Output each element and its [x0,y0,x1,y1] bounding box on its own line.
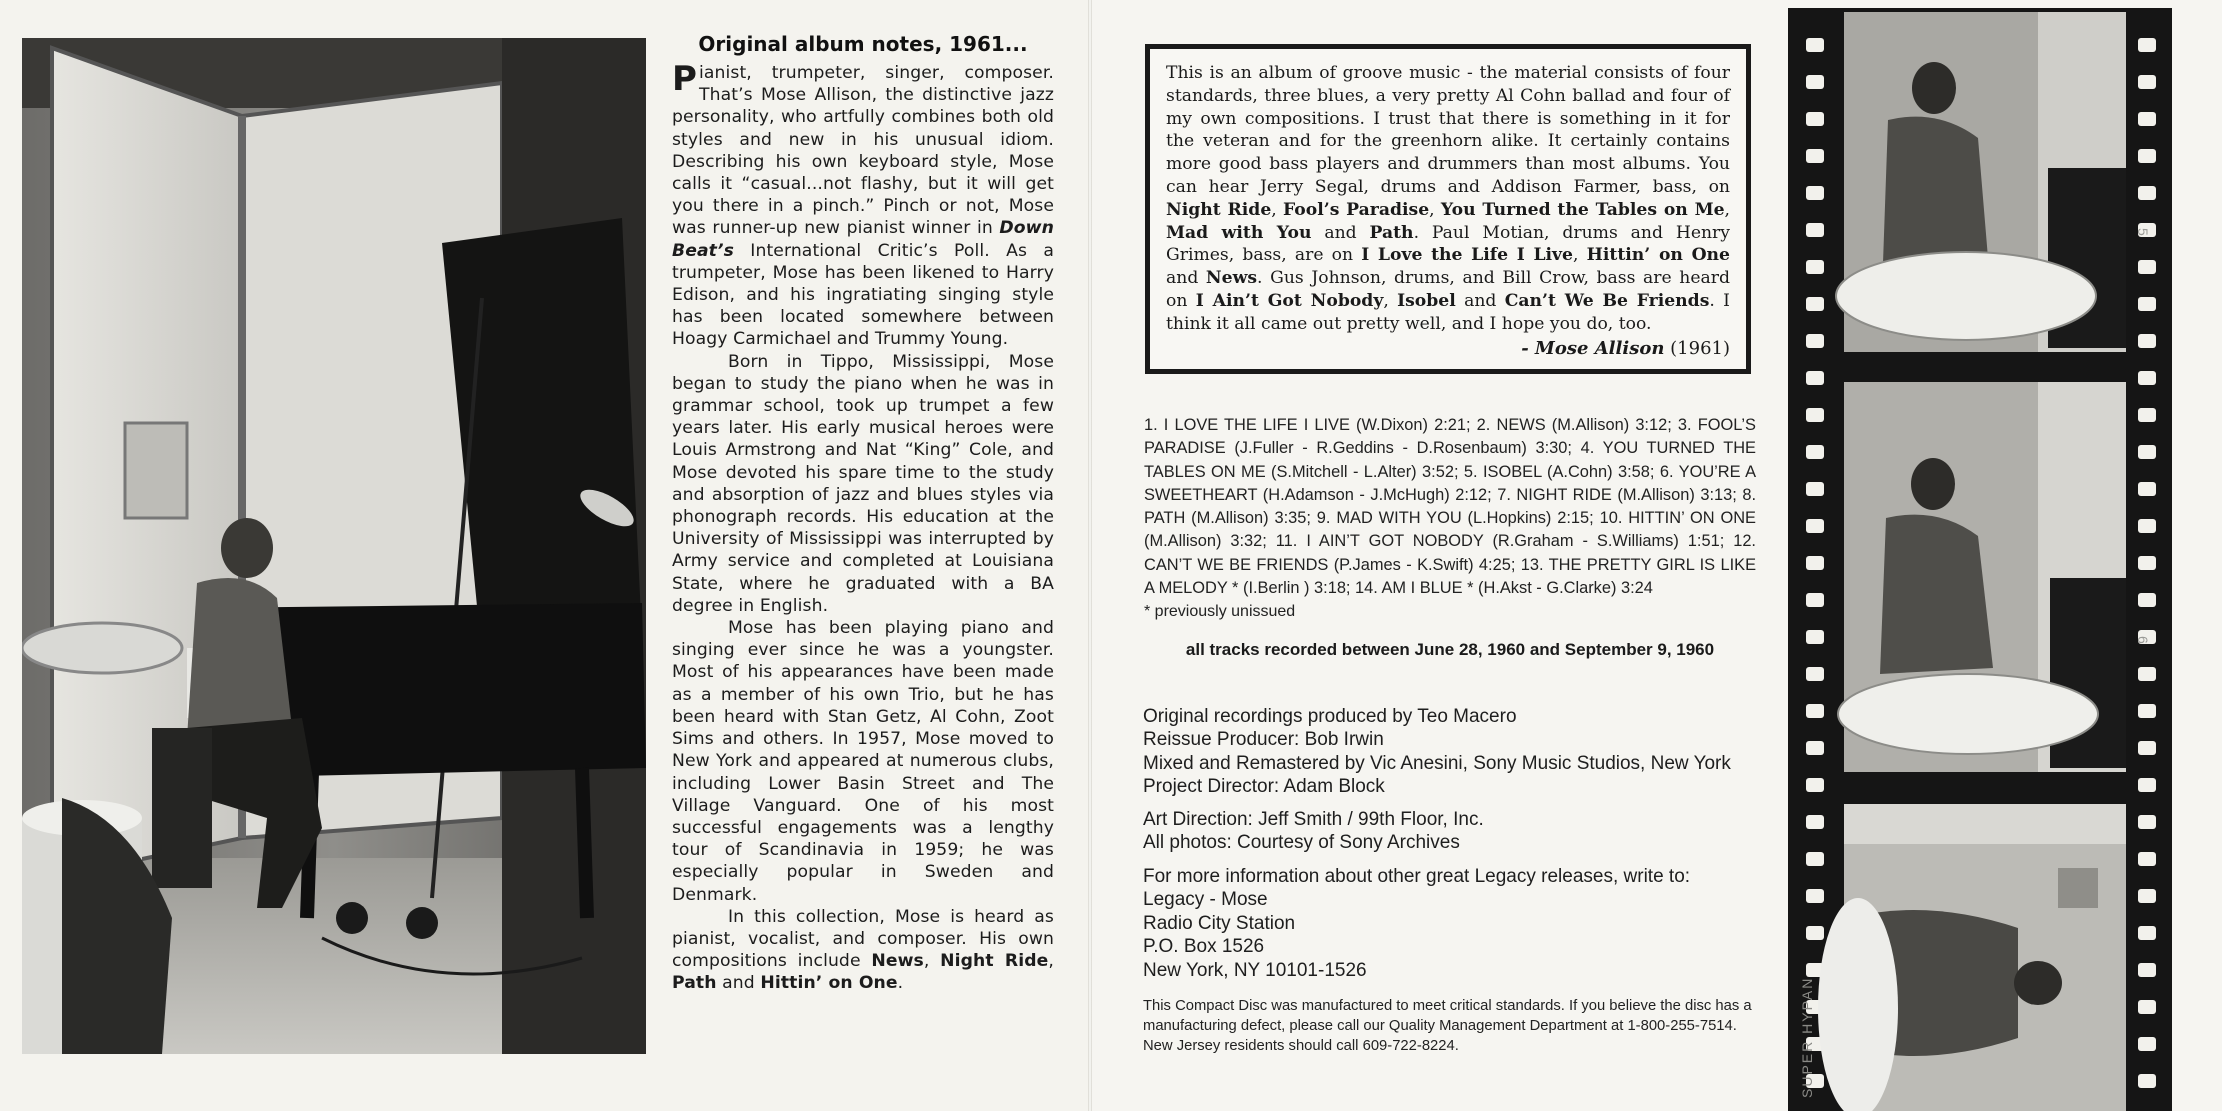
song-title: You Turned the Tables on Me [1440,199,1725,220]
sprocket-hole [1806,778,1824,792]
credit-line: Original recordings produced by Teo Macero [1143,706,1517,727]
artist-quote-box [1145,44,1751,374]
sprocket-hole [1806,112,1824,126]
credit-line: Reissue Producer: Bob Irwin [1143,729,1384,751]
song-title: News [1205,268,1258,289]
sprocket-hole [1806,852,1824,866]
credit-line: Mixed and Remastered by Vic Anesini, Sony Music Studios, New York [1143,752,1731,774]
sprocket-hole [2138,38,2156,52]
sprocket-hole [2138,778,2156,792]
sprocket-hole [1806,741,1824,755]
quote-text: , [1572,245,1587,266]
page-fold [1088,0,1092,1111]
artist-quote [1166,62,1730,336]
notes-text: . [897,973,904,994]
quote-text: . Paul Motian, drums and Henry Grimes, bass, are on [1166,222,1730,266]
sprocket-hole [2138,1074,2156,1088]
address-line: For more information about other great Legacy releases, write to: [1143,866,1691,887]
sprocket-hole [1806,704,1824,718]
song-title: Night Ride [1166,199,1272,220]
drop-cap: P [672,59,698,99]
song-title: Fool’s Paradise [1283,199,1430,220]
song-title: I Ain’t Got Nobody [1195,290,1384,311]
notes-text: In this collection, Mose is heard as pianist, vocalist, and composer. His own compositions include [672,906,1054,972]
song-title: Hittin’ on One [760,973,898,994]
studio-photo [22,38,646,1054]
sprocket-hole [2138,704,2156,718]
film-edge-text: SUPER HYPAN [1799,976,1815,1098]
sprocket-hole [2138,112,2156,126]
song-title: Mad with You [1166,222,1312,243]
song-title: Can’t We Be Friends [1504,290,1710,311]
sprocket-hole [2138,519,2156,533]
credit-line: Art Direction: Jeff Smith / 99th Floor, Inc. [1143,809,1484,830]
sprocket-hole [2138,482,2156,496]
sprocket-hole [2138,1000,2156,1014]
sprocket-hole [1806,408,1824,422]
sprocket-hole [1806,630,1824,644]
sprocket-hole [2138,1037,2156,1051]
sprocket-hole [2138,149,2156,163]
art-credits [1143,808,1484,855]
sprocket-hole [1806,38,1824,52]
film-frame-3 [1818,804,2126,1111]
filmstrip-illustration [1788,8,2172,1111]
sprocket-hole [1806,260,1824,274]
signature-year: (1961) [1664,337,1730,359]
quote-text: , [1429,199,1441,220]
notes-paragraph-2: Born in Tippo, Mississippi, Mose began to study the piano when he was in grammar school, took up trumpet a few years later. His early musical heroes were Louis Armstrong and Nat “King” Cole, and Mose devoted his spare time to the study and absorption of jazz and blues styles via phonograph records. His education at the University of Mississippi was interrupted by Army service and completed at Louisiana State, where he graduated with a BA degree in English. [672,351,1054,616]
credit-line: All photos: Courtesy of Sony Archives [1143,832,1460,854]
song-title: Night Ride [940,951,1049,972]
sprocket-hole [1806,889,1824,903]
album-notes [672,32,1054,995]
song-title: Path [1369,222,1414,243]
sprocket-hole [1806,482,1824,496]
disclaimer: This Compact Disc was manufactured to meet critical standards. If you believe the disc has a manufacturing defect, please call our Quality Management Department at 1-800-255-7514. New Jersey residents should call 609-722-8224. [1143,998,1752,1054]
sprocket-hole [2138,815,2156,829]
sprocket-hole [1806,445,1824,459]
sprocket-hole [2138,963,2156,977]
sprocket-hole [2138,593,2156,607]
sprocket-hole [2138,334,2156,348]
studio-photo-illustration [22,38,646,1054]
song-title: News [871,951,924,972]
quote-text: and [1166,268,1206,289]
sprocket-hole [1806,371,1824,385]
notes-text: , [1048,951,1054,972]
quote-text: . Gus Johnson, drums, and Bill Crow, bass are heard on [1166,268,1730,311]
sprocket-holes-right [2138,38,2156,1088]
sprocket-hole [1806,297,1824,311]
sprocket-hole [1806,926,1824,940]
sprocket-hole [2138,852,2156,866]
address-line: Radio City Station [1143,912,1296,934]
sprocket-hole [1806,815,1824,829]
song-title: Hittin’ on One [1586,245,1730,266]
address-line: New York, NY 10101-1526 [1143,959,1367,981]
track-footnote: * previously unissued [1144,603,1296,621]
sprocket-hole [2138,445,2156,459]
track-list [1144,414,1756,624]
quote-text: , [1724,199,1731,220]
sprocket-hole [1806,186,1824,200]
signature-name: - Mose Allison [1521,337,1665,359]
song-title: Isobel [1397,290,1456,311]
sprocket-hole [2138,297,2156,311]
sprocket-hole [1806,556,1824,570]
notes-text: International Critic’s Poll. As a trumpeter, Mose has been likened to Harry Edison, and his ingratiating singing style has been located somewhere between Hoagy Carmichael and Trummy Young. [672,240,1054,350]
notes-paragraph-3: Mose has been playing piano and singing ever since he was a youngster. Most of his appearances have been made as a member of his own Trio, but he has been heard with Stan Getz, Al Cohn, Zoot Sims and others. In 1957, Mose moved to New York and appeared at numerous clubs, including Lower Basin Street and The Village Vanguard. One of his most successful engagements was a lengthy tour of Scandinavia in 1959; he was especially popular in Sweden and Denmark. [672,618,1054,905]
address-line: Legacy - Mose [1143,889,1268,911]
quote-text: , [1383,290,1398,311]
track-list-text: 1. I LOVE THE LIFE I LIVE (W.Dixon) 2:21; 2. NEWS (M.Allison) 3:12; 3. FOOL’S PARADISE (J.Fuller - R.Geddins - D.Rosenbaum) 3:30; 4. YOU TURNED THE TABLES ON ME (S.Mitchell - L.Alter) 3:52; 5. ISOBEL (A.Cohn) 3:58; 6. YOU’RE A SWEETHEART (H.Adamson - J.McHugh) 2:12; 7. NIGHT RIDE (M.Allison) 3:13; 8. PATH (M.Allison) 3:35; 9. MAD WITH YOU (L.Hopkins) 2:15; 10. HITTIN’ ON ONE (M.Allison) 3:32; 11. I AIN’T GOT NOBODY (R.Graham - S.Williams) 1:51; 12. CAN’T WE BE FRIENDS (P.James - K.Swift) 4:25; 13. THE PRETTY GIRL IS LIKE A MELODY * (I.Berlin ) 3:18; 14. AM I BLUE * (H.Akst - G.Clarke) 3:24 [1144,416,1756,598]
quote-text: . I think it all came out pretty well, and I hope you do, too. [1166,290,1730,334]
notes-text: and [716,973,761,994]
magazine-name: Down Beat’s [672,218,1054,261]
sprocket-hole [2138,556,2156,570]
sprocket-hole [2138,75,2156,89]
filmstrip-photos [1788,8,2172,1111]
sprocket-hole [1806,334,1824,348]
sprocket-hole [1806,223,1824,237]
quote-text: , [1271,199,1284,220]
recording-dates: all tracks recorded between June 28, 1960 and September 9, 1960 [1185,640,1715,659]
notes-paragraph-1 [672,59,1054,351]
sprocket-hole [2138,186,2156,200]
production-credits [1143,705,1731,799]
sprocket-hole [2138,926,2156,940]
quote-text: and [1311,222,1370,243]
notes-text: , [923,951,941,972]
sprocket-hole [1806,593,1824,607]
quote-text: and [1455,290,1505,311]
sprocket-holes-left [1806,38,1824,1088]
frame-number: 5 [2135,228,2151,236]
contact-address [1143,865,1690,982]
film-frame-1 [1836,12,2126,352]
sprocket-hole [2138,260,2156,274]
credit-line: Project Director: Adam Block [1143,776,1385,798]
sprocket-hole [1806,667,1824,681]
sprocket-hole [2138,741,2156,755]
quote-signature [1166,338,1730,359]
notes-text: ianist, trumpeter, singer, composer. That’s Mose Allison, the distinctive jazz personality, who artfully combines both old styles and new in his unusual idiom. Describing his own keyboard style, Mose calls it “casual...not flashy, but it will get you there in a pinch.” Pinch or not, Mose was runner-up new pianist winner in [672,63,1054,239]
notes-paragraph-4 [672,906,1054,995]
sprocket-hole [1806,149,1824,163]
sprocket-hole [2138,667,2156,681]
sprocket-hole [1806,75,1824,89]
song-title: Path [672,973,717,994]
sprocket-hole [2138,408,2156,422]
film-frame-2 [1838,382,2126,772]
sprocket-hole [2138,889,2156,903]
notes-title: Original album notes, 1961... [698,32,1028,56]
song-title: I Love the Life I Live [1361,245,1573,266]
sprocket-hole [2138,371,2156,385]
sprocket-hole [1806,519,1824,533]
frame-number: 6 [2135,636,2151,644]
address-line: P.O. Box 1526 [1143,936,1265,958]
quote-text: This is an album of groove music - the material consists of four standards, three blues, a very pretty Al Cohn ballad and four of my own compositions. I trust that there is something in it for the veteran and for the greenhorn alike. It certainly contains more good bass players and drummers than most albums. You can hear Jerry Segal, drums and Addison Farmer, bass, on [1166,63,1730,197]
